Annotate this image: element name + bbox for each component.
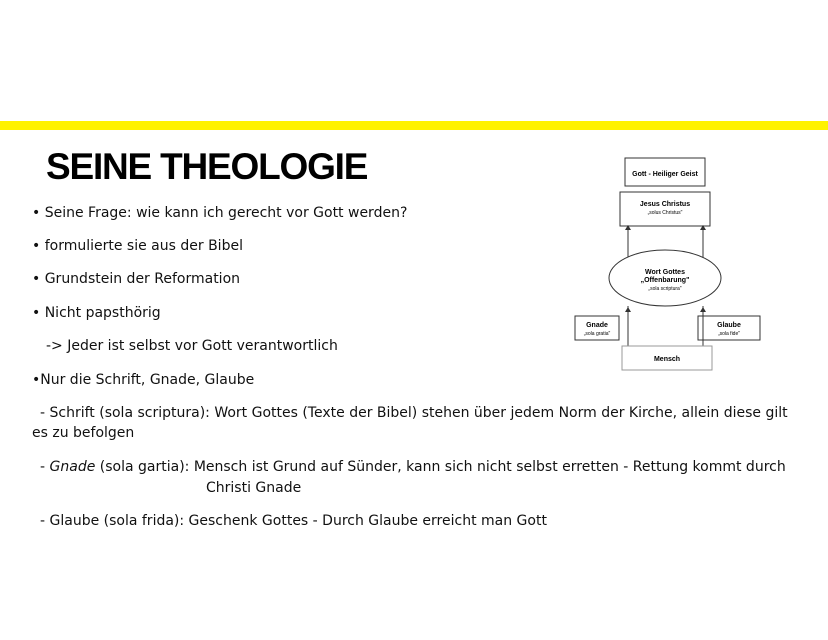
arrow-head [700, 307, 706, 312]
gott-label: Gott - Heiliger Geist [632, 171, 698, 178]
bullet-gnade-prefix: - [40, 459, 50, 475]
jesus-label: Jesus Christus [639, 201, 691, 208]
jesus-sub: „solus Christus" [647, 210, 683, 216]
theology-diagram [570, 150, 770, 380]
mensch-label: Mensch [653, 356, 681, 363]
glaube-sub: „sola fide" [717, 331, 741, 337]
bullet-question: • Seine Frage: wie kann ich gerecht vor Gott werden? [32, 205, 408, 221]
bullet-reformation: • Grundstein der Reformation [32, 271, 241, 287]
bullet-gnade-continued: Christi Gnade [206, 480, 302, 496]
wort-label: Wort Gottes [645, 269, 685, 276]
bullet-bible: • formulierte sie aus der Bibel [32, 238, 243, 254]
arrow-head [625, 307, 631, 312]
bullet-schrift: - Schrift (sola scriptura): Wort Gottes (Texte der Bibel) stehen über jedem Norm der Kirche, allein diese gilt es zu befolgen [32, 405, 788, 441]
bullet-pope: • Nicht papsthörig [32, 305, 161, 321]
bullet-glaube: - Glaube (sola frida): Geschenk Gottes - Durch Glaube erreicht man Gott [40, 513, 547, 529]
offenbarung-label: „Offenbarung" [640, 277, 690, 284]
bullet-gnade-italic: Gnade [49, 459, 96, 475]
bullet-sola: •Nur die Schrift, Gnade, Glaube [32, 372, 255, 388]
wort-sub: „sola scriptura" [648, 286, 682, 292]
bullet-gnade [40, 457, 786, 477]
accent-bar [0, 121, 828, 130]
glaube-label: Glaube [717, 322, 741, 329]
bullet-gnade-text: (sola gartia): Mensch ist Grund auf Sünder, kann sich nicht selbst erretten - Rettung kommt durch [95, 459, 786, 475]
page-title: SEINE THEOLOGIE [46, 146, 368, 187]
bullet-responsibility: -> Jeder ist selbst vor Gott verantwortlich [46, 338, 338, 354]
gnade-sub: „sola gratia" [583, 331, 611, 337]
jesus-box [620, 192, 710, 226]
gnade-label: Gnade [586, 322, 608, 329]
